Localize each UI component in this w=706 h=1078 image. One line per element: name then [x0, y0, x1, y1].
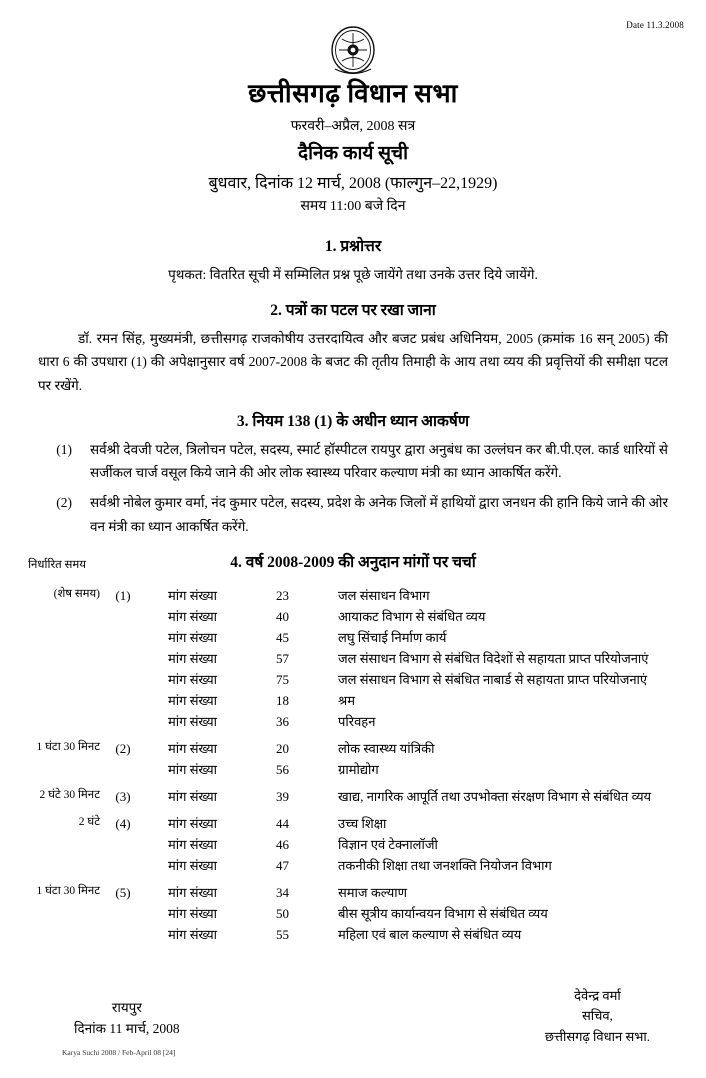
cell-department: आयाकट विभाग से संबंधित व्यय [338, 608, 486, 624]
cell-index [106, 690, 140, 711]
document-title-block [0, 78, 706, 215]
cell-demand-number: 36 [276, 714, 289, 730]
cell-time: 2 घंटे [78, 816, 100, 829]
cell-time [0, 759, 106, 780]
cell-department: बीस सूत्रीय कार्यान्वयन विभाग से संबंधित व्यय [338, 906, 548, 922]
session-line: फरवरी–अप्रैल, 2008 सत्र [290, 118, 416, 134]
cell-department: महिला एवं बाल कल्याण से संबंधित व्यय [338, 927, 522, 943]
cell-department: श्रम [338, 692, 355, 708]
list-item [38, 491, 668, 537]
cell-demand-label: मांग संख्या [168, 858, 218, 874]
cell-demand-label: मांग संख्या [168, 741, 218, 757]
cell-time [0, 669, 106, 690]
list-item-text: सर्वश्री नोबेल कुमार वर्मा, नंद कुमार पटेल, सदस्य, प्रदेश के अनेक जिलों में हाथियों द्वारा जनधन की हानि किये जाने की ओर वन मंत्री का ध्यान आकर्षित करेंगे. [90, 495, 668, 534]
cell-department: तकनीकी शिक्षा तथा जनशक्ति नियोजन विभाग [338, 858, 552, 874]
section-papers-laid [0, 298, 706, 397]
cell-index: (4) [115, 816, 131, 832]
table-row [0, 648, 706, 669]
cell-index [106, 834, 140, 855]
table-row [0, 627, 706, 648]
cell-demand-number: 20 [276, 741, 289, 757]
document-kind: दैनिक कार्य सूची [297, 142, 408, 164]
table-row [0, 780, 706, 807]
cell-index [106, 606, 140, 627]
sitting-time: समय 11:00 बजे दिन [300, 198, 406, 214]
cell-index: (2) [115, 741, 131, 757]
table-row [0, 732, 706, 759]
cell-demand-label: मांग संख्या [168, 762, 218, 778]
section-3-heading: 3. नियम 138 (1) के अधीन ध्यान आकर्षण [236, 412, 470, 430]
table-row [0, 903, 706, 924]
table-row [0, 834, 706, 855]
cell-time [0, 690, 106, 711]
cell-demand-number: 50 [276, 906, 289, 922]
footer-signatory-block [545, 986, 650, 1048]
cell-demand-label: मांग संख्या [168, 927, 218, 943]
footer-date: दिनांक 11 मार्च, 2008 [74, 1021, 180, 1037]
sitting-date: बुधवार, दिनांक 12 मार्च, 2008 (फाल्गुन–22,1929) [208, 174, 498, 192]
cell-time: 1 घंटा 30 मिनट [36, 741, 100, 754]
cell-demand-label: मांग संख्या [168, 837, 218, 853]
cell-demand-number: 40 [276, 608, 289, 624]
cell-department: लघु सिंचाई निर्माण कार्य [338, 629, 447, 645]
cell-demand-label: मांग संख्या [168, 650, 218, 666]
table-row [0, 669, 706, 690]
cell-time [0, 903, 106, 924]
cell-department: खाद्य, नागरिक आपूर्ति तथा उपभोक्ता संरक्षण विभाग से संबंधित व्यय [338, 789, 652, 805]
cell-index [106, 627, 140, 648]
cell-demand-number: 46 [276, 837, 289, 853]
cell-time [0, 924, 106, 945]
cell-demand-number: 47 [276, 858, 289, 874]
cell-department: समाज कल्याण [338, 885, 408, 901]
cell-department: जल संसाधन विभाग [338, 587, 430, 603]
cell-demand-label: मांग संख्या [168, 816, 218, 832]
cell-index [106, 855, 140, 876]
list-item-number: (1) [56, 441, 72, 457]
cell-demand-label: मांग संख्या [168, 885, 218, 901]
document-body [0, 222, 706, 950]
signatory-name: देवेन्द्र वर्मा [574, 987, 621, 1003]
cell-department: जल संसाधन विभाग से संबंधित नाबार्ड से सहायता प्राप्त परियोजनाएं [338, 671, 648, 687]
calling-attention-list [38, 438, 668, 538]
table-row [0, 807, 706, 834]
cell-demand-label: मांग संख्या [168, 671, 218, 687]
cell-time [0, 627, 106, 648]
cell-time: (शेष समय) [53, 587, 100, 600]
section-1-text: पृथकत: वितरित सूची में सम्मिलित प्रश्न पूछे जायेंगे तथा उनके उत्तर दिये जायेंगे. [168, 267, 538, 282]
cell-index [106, 903, 140, 924]
grants-table [0, 579, 706, 946]
table-row [0, 579, 706, 606]
table-row [0, 855, 706, 876]
signatory-title: सचिव, [582, 1008, 613, 1024]
cell-index [106, 759, 140, 780]
cell-demand-label: मांग संख्या [168, 714, 218, 730]
cell-department: विज्ञान एवं टेक्नालॉजी [338, 837, 438, 853]
cell-time [0, 648, 106, 669]
cell-demand-number: 18 [276, 692, 289, 708]
cell-time [0, 606, 106, 627]
cell-demand-label: मांग संख्या [168, 692, 218, 708]
cell-department: ग्रामोद्योग [338, 762, 379, 778]
time-column-header [14, 557, 100, 572]
table-row [0, 711, 706, 732]
cell-department: जल संसाधन विभाग से संबंधित विदेशों से सहायता प्राप्त परियोजनाएं [338, 650, 649, 666]
cell-demand-number: 75 [276, 671, 289, 687]
list-item-number: (2) [56, 495, 72, 511]
section-2-text: डॉ. रमन सिंह, मुख्यमंत्री, छत्तीसगढ़ राजकोषीय उत्तरदायित्व और बजट प्रबंध अधिनियम, 2005 (क्रमांक 16 सन् 2005) की धारा 6 की उपधारा (1) की अपेक्षानुसार वर्ष 2007-2008 के बजट की तृतीय तिमाही के आय तथा व्यय की प्रवृत्तियों की समीक्षा पटल पर रखेंगे. [38, 331, 668, 393]
cell-time [0, 855, 106, 876]
section-1-heading: 1. प्रश्नोत्तर [324, 238, 382, 255]
cell-time: 2 घंटे 30 मिनट [39, 789, 100, 802]
footer-file-note: Karya Suchi 2008 / Feb-April 08 [24] [62, 1048, 176, 1057]
time-column-header-line1: निर्धारित समय [28, 558, 86, 571]
table-row [0, 759, 706, 780]
cell-demand-number: 39 [276, 789, 289, 805]
section-grant-demands [0, 550, 706, 946]
footer-place: रायपुर [111, 999, 142, 1015]
cell-index [106, 648, 140, 669]
chhattisgarh-vidhan-sabha-emblem [329, 24, 377, 76]
cell-index [106, 711, 140, 732]
cell-demand-number: 23 [276, 587, 289, 603]
cell-demand-number: 56 [276, 762, 289, 778]
cell-department: उच्च शिक्षा [338, 816, 387, 832]
cell-demand-label: मांग संख्या [168, 629, 218, 645]
cell-time [0, 834, 106, 855]
cell-demand-label: मांग संख्या [168, 608, 218, 624]
table-row [0, 924, 706, 945]
cell-department: लोक स्वास्थ्य यांत्रिकी [338, 741, 435, 757]
section-2-heading: 2. पत्रों का पटल पर रखा जाना [270, 302, 436, 320]
footer-place-block [74, 997, 180, 1040]
date-stamp: Date 11.3.2008 [626, 20, 684, 30]
table-row [0, 606, 706, 627]
cell-demand-label: मांग संख्या [168, 906, 218, 922]
cell-department: परिवहन [338, 714, 376, 730]
cell-demand-number: 34 [276, 885, 289, 901]
section-calling-attention [0, 409, 706, 538]
cell-index [106, 924, 140, 945]
table-row [0, 690, 706, 711]
section-question-hour [0, 234, 706, 286]
section-4-heading: 4. वर्ष 2008-2009 की अनुदान मांगों पर चर्चा [230, 553, 476, 571]
cell-index [106, 669, 140, 690]
cell-demand-label: मांग संख्या [168, 789, 218, 805]
cell-index: (1) [115, 587, 131, 603]
cell-demand-number: 44 [276, 816, 289, 832]
cell-demand-label: मांग संख्या [168, 587, 218, 603]
table-row [0, 876, 706, 903]
cell-demand-number: 55 [276, 927, 289, 943]
list-item-text: सर्वश्री देवजी पटेल, त्रिलोचन पटेल, सदस्य, स्मार्ट हॉस्पीटल रायपुर द्वारा अनुबंध का उल्लंघन कर बी.पी.एल. कार्ड धारियों से सर्जीकल चार्ज वसूल किये जाने की ओर लोक स्वास्थ्य परिवार कल्याण मंत्री का ध्यान आकर्षित करेंगे. [90, 441, 668, 481]
list-item [38, 438, 668, 484]
signatory-org: छत्तीसगढ़ विधान सभा. [544, 1029, 650, 1045]
cell-time [0, 711, 106, 732]
cell-demand-number: 57 [276, 650, 289, 666]
cell-index: (3) [115, 789, 131, 805]
cell-demand-number: 45 [276, 629, 289, 645]
cell-time: 1 घंटा 30 मिनट [36, 885, 100, 898]
cell-index: (5) [115, 885, 131, 901]
assembly-title: छत्तीसगढ़ विधान सभा [248, 79, 458, 108]
